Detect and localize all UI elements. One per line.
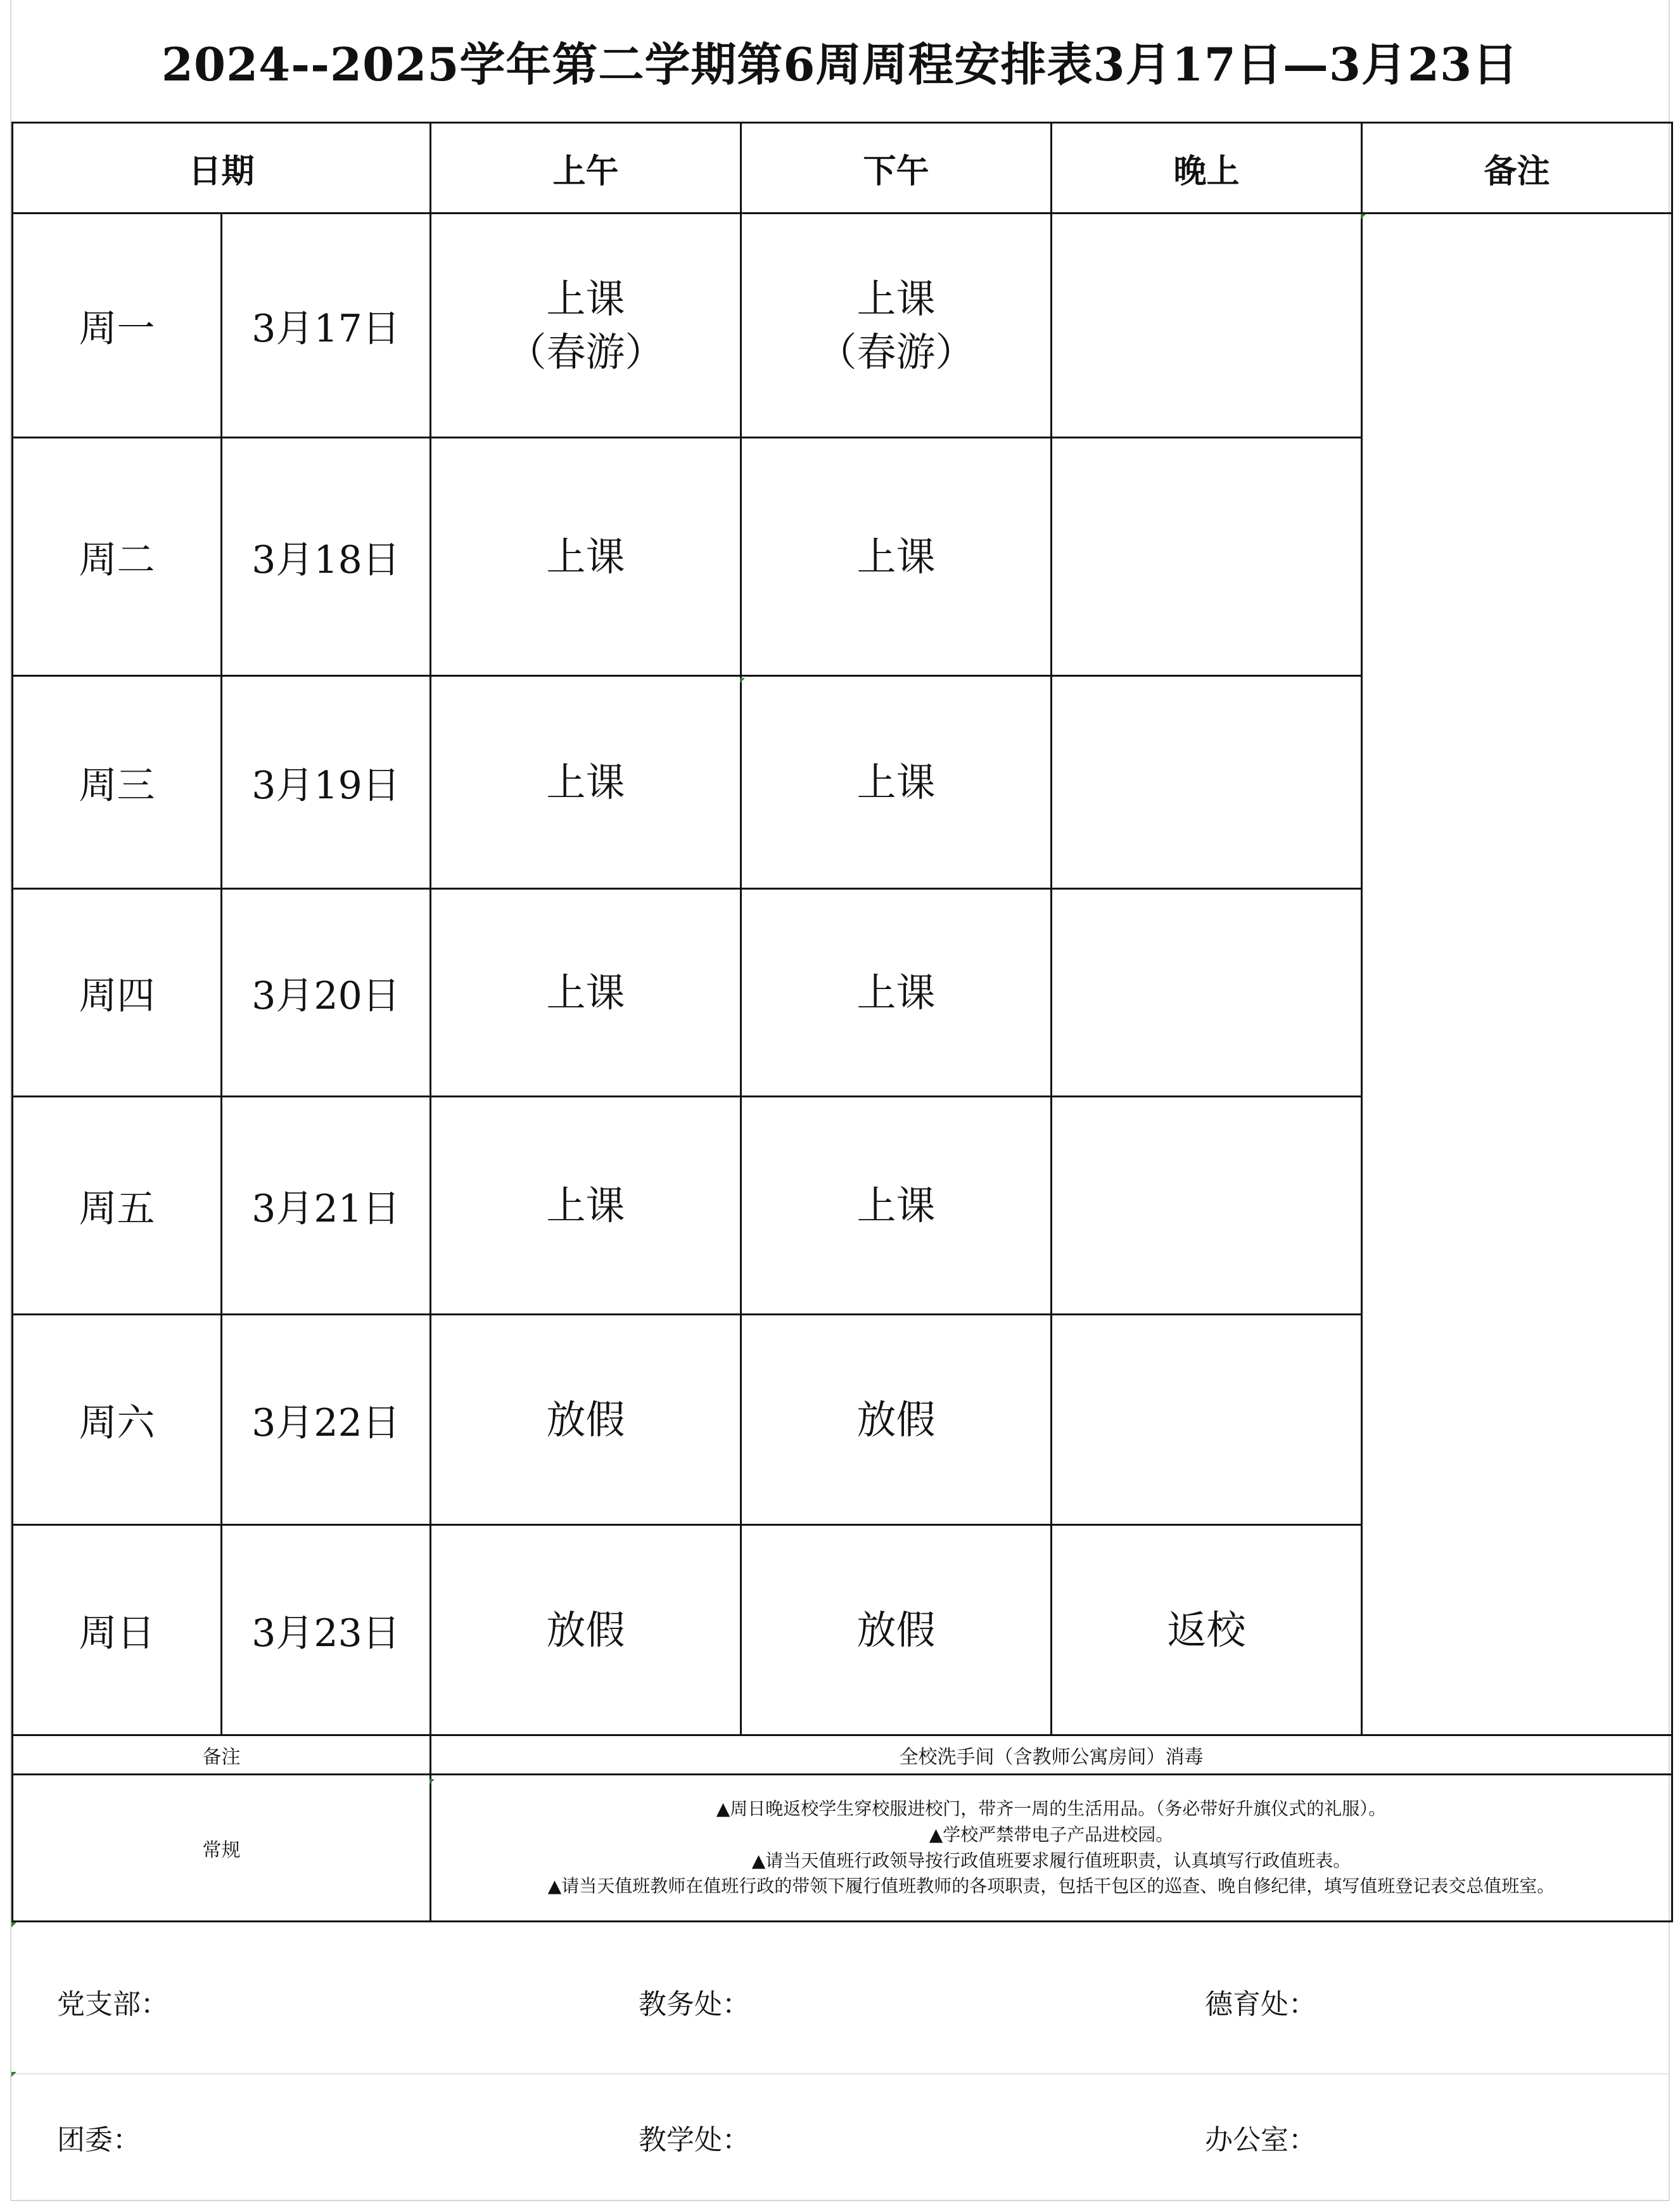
- date-cell: 3月20日: [222, 889, 431, 1097]
- remarks-label: 备注: [13, 1735, 431, 1775]
- evening-cell: 返校: [1052, 1525, 1362, 1735]
- moral-education-signature: 德育处：: [1205, 1988, 1316, 2021]
- afternoon-cell: 放假: [741, 1315, 1052, 1525]
- routine-row: [13, 1775, 1672, 1922]
- date-cell: 3月17日: [222, 214, 431, 438]
- afternoon-cell: 上课: [741, 676, 1052, 889]
- cell-comment-marker: [1361, 214, 1366, 219]
- afternoon-cell: 上课: [741, 1097, 1052, 1315]
- general-office-signature: 办公室：: [1205, 2124, 1316, 2156]
- day-cell: 周二: [13, 438, 222, 676]
- rule-line: ▲学校严禁带电子产品进校园。: [929, 1824, 1174, 1845]
- date-cell: 3月18日: [222, 438, 431, 676]
- cell-comment-marker: [740, 678, 745, 683]
- afternoon-cell: 放假: [741, 1525, 1052, 1735]
- day-cell: 周四: [13, 889, 222, 1097]
- signature-row-2: [11, 2068, 1669, 2206]
- afternoon-note: （春游）: [817, 328, 975, 375]
- evening-cell: [1052, 214, 1362, 438]
- morning-cell: [431, 214, 741, 438]
- evening-cell: [1052, 1097, 1362, 1315]
- day-cell: 周六: [13, 1315, 222, 1525]
- morning-note: （春游）: [507, 328, 665, 375]
- remarks-text: 全校洗手间（含教师公寓房间）消毒: [431, 1735, 1672, 1775]
- header-afternoon: 下午: [741, 123, 1052, 214]
- cell-comment-marker: [11, 1922, 16, 1927]
- routine-rules: [431, 1775, 1672, 1922]
- afternoon-cell: [741, 214, 1052, 438]
- routine-label: 常规: [13, 1775, 431, 1922]
- teaching-office-signature: 教学处：: [639, 2124, 750, 2156]
- afternoon-cell: 上课: [741, 438, 1052, 676]
- evening-cell: [1052, 889, 1362, 1097]
- morning-cell: 上课: [431, 676, 741, 889]
- morning-cell: 上课: [431, 438, 741, 676]
- signature-row-1: [11, 1932, 1669, 2071]
- day-cell: 周一: [13, 214, 222, 438]
- youth-league-signature: 团委：: [57, 2124, 141, 2156]
- cell-comment-marker: [11, 2072, 16, 2077]
- remarks-row: [13, 1735, 1672, 1775]
- evening-cell: [1052, 1315, 1362, 1525]
- header-evening: 晚上: [1052, 123, 1362, 214]
- morning-activity: 上课: [546, 275, 625, 322]
- morning-cell: 放假: [431, 1315, 741, 1525]
- page-title: 2024--2025学年第二学期第6周周程安排表3月17日—3月23日: [161, 37, 1519, 91]
- header-morning: 上午: [431, 123, 741, 214]
- remarks-column-cell: [1362, 214, 1672, 1735]
- evening-cell: [1052, 438, 1362, 676]
- afternoon-activity: 上课: [856, 275, 936, 322]
- party-branch-signature: 党支部：: [57, 1988, 169, 2021]
- day-cell: 周三: [13, 676, 222, 889]
- morning-cell: 上课: [431, 1097, 741, 1315]
- academic-affairs-signature: 教务处：: [639, 1988, 750, 2021]
- rule-line: ▲周日晚返校学生穿校服进校门，带齐一周的生活用品。（务必带好升旗仪式的礼服）。: [716, 1798, 1387, 1820]
- date-cell: 3月22日: [222, 1315, 431, 1525]
- morning-cell: 放假: [431, 1525, 741, 1735]
- date-cell: 3月23日: [222, 1525, 431, 1735]
- schedule-table: [11, 122, 1673, 1922]
- table-row: [13, 214, 1672, 438]
- header-date: 日期: [13, 123, 431, 214]
- cell-comment-marker: [430, 1779, 435, 1784]
- header-row: [13, 123, 1672, 214]
- date-cell: 3月21日: [222, 1097, 431, 1315]
- date-cell: 3月19日: [222, 676, 431, 889]
- header-remarks: 备注: [1362, 123, 1672, 214]
- rule-line: ▲请当天值班教师在值班行政的带领下履行值班教师的各项职责，包括干包区的巡查、晚自修纪律，填写值班登记表交总值班室。: [547, 1875, 1555, 1897]
- evening-cell: [1052, 676, 1362, 889]
- afternoon-cell: 上课: [741, 889, 1052, 1097]
- rule-line: ▲请当天值班行政领导按行政值班要求履行值班职责，认真填写行政值班表。: [751, 1849, 1351, 1871]
- schedule-sheet: [10, 0, 1670, 2201]
- day-cell: 周五: [13, 1097, 222, 1315]
- day-cell: 周日: [13, 1525, 222, 1735]
- morning-cell: 上课: [431, 889, 741, 1097]
